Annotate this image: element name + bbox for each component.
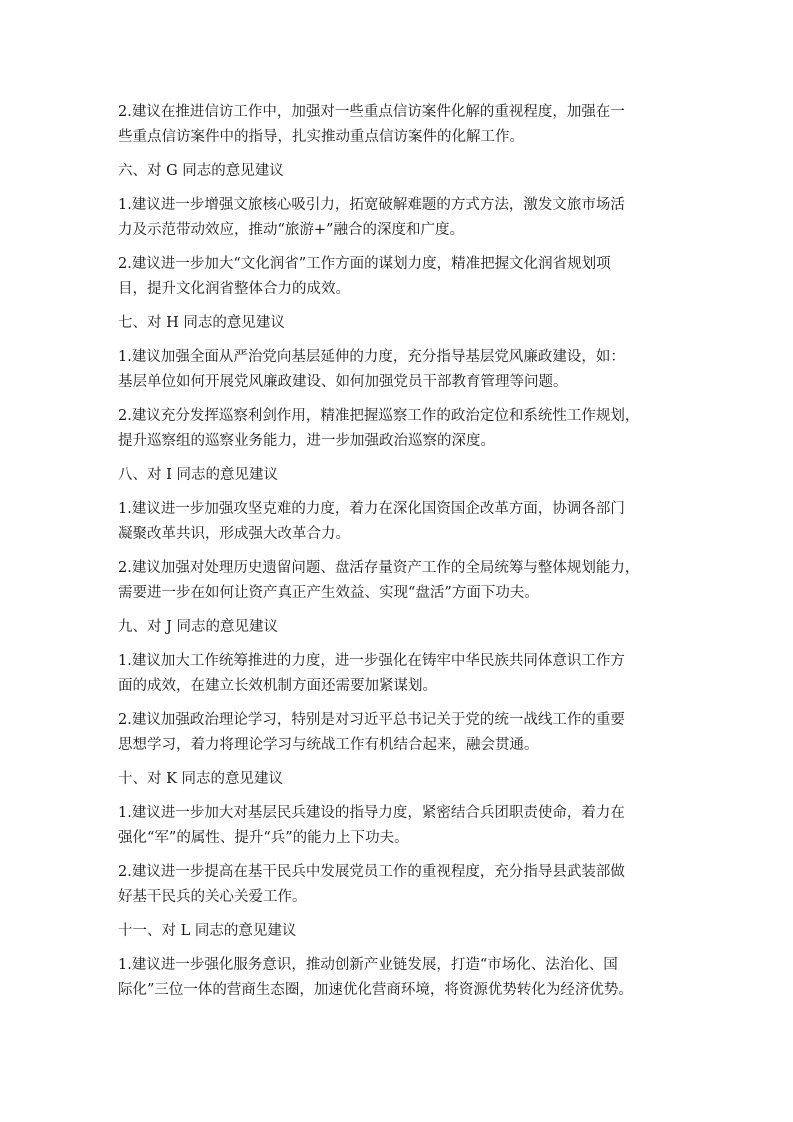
section-heading bbox=[118, 463, 678, 488]
heading-text: 八、对 I 同志的意见建议 bbox=[118, 467, 278, 483]
paragraph-line: 际化”三位一体的营商生态圈，加速优化营商环境，将资源优势转化为经济优势。 bbox=[118, 982, 633, 998]
paragraph-line: 目，提升文化润省整体合力的成效。 bbox=[118, 281, 350, 297]
paragraph-line: 2.建议充分发挥巡察利剑作用，精准把握巡察工作的政治定位和系统性工作规划， bbox=[118, 408, 640, 424]
paragraph bbox=[118, 860, 678, 910]
paragraph-line: 1.建议加强全面从严治党向基层延伸的力度，充分指导基层党风廉政建设，如： bbox=[118, 349, 625, 365]
paragraph-line: 面的成效，在建立长效机制方面还需要加紧谋划。 bbox=[118, 678, 437, 694]
section-heading bbox=[118, 919, 678, 944]
paragraph-line: 基层单位如何开展党风廉政建设、如何加强党员干部教育管理等问题。 bbox=[118, 374, 568, 390]
section-heading bbox=[118, 311, 678, 336]
document-body bbox=[118, 100, 678, 1012]
paragraph-line: 1.建议进一步增强文旅核心吸引力，拓宽破解难题的方式方法，激发文旅市场活 bbox=[118, 197, 625, 213]
paragraph-line: 2.建议进一步提高在基干民兵中发展党员工作的重视程度，充分指导县武装部做 bbox=[118, 864, 625, 880]
paragraph bbox=[118, 556, 678, 606]
paragraph bbox=[118, 801, 678, 851]
paragraph-line: 强化“军”的属性、提升“兵”的能力上下功夫。 bbox=[118, 830, 409, 846]
heading-text: 六、对 G 同志的意见建议 bbox=[118, 163, 284, 179]
paragraph bbox=[118, 345, 678, 395]
paragraph-line: 2.建议进一步加大“文化润省”工作方面的谋划力度，精准把握文化润省规划项 bbox=[118, 256, 611, 272]
heading-text: 十、对 K 同志的意见建议 bbox=[118, 771, 284, 787]
paragraph bbox=[118, 100, 678, 150]
paragraph-line: 1.建议进一步加大对基层民兵建设的指导力度，紧密结合兵团职责使命，着力在 bbox=[118, 805, 625, 821]
paragraph-line: 凝聚改革共识，形成强大改革合力。 bbox=[118, 526, 350, 542]
heading-text: 九、对 J 同志的意见建议 bbox=[118, 619, 279, 635]
paragraph bbox=[118, 497, 678, 547]
paragraph bbox=[118, 953, 678, 1003]
heading-text: 七、对 H 同志的意见建议 bbox=[118, 315, 285, 331]
paragraph bbox=[118, 649, 678, 699]
paragraph-line: 1.建议进一步加强攻坚克难的力度，着力在深化国资国企改革方面，协调各部门 bbox=[118, 501, 625, 517]
paragraph bbox=[118, 252, 678, 302]
paragraph-line: 2.建议加强对处理历史遗留问题、盘活存量资产工作的全局统筹与整体规划能力， bbox=[118, 560, 640, 576]
paragraph-line: 1.建议进一步强化服务意识，推动创新产业链发展，打造“市场化、法治化、国 bbox=[118, 957, 618, 973]
section-heading bbox=[118, 615, 678, 640]
paragraph-line: 些重点信访案件中的指导，扎实推动重点信访案件的化解工作。 bbox=[118, 129, 524, 145]
paragraph bbox=[118, 708, 678, 758]
paragraph-line: 需要进一步在如何让资产真正产生效益、实现“盘活”方面下功夫。 bbox=[118, 585, 539, 601]
paragraph-line: 2.建议在推进信访工作中，加强对一些重点信访案件化解的重视程度，加强在一 bbox=[118, 104, 625, 120]
paragraph bbox=[118, 404, 678, 454]
paragraph-line: 力及示范带动效应，推动“旅游+”融合的深度和广度。 bbox=[118, 222, 464, 238]
paragraph-line: 2.建议加强政治理论学习，特别是对习近平总书记关于党的统一战线工作的重要 bbox=[118, 712, 625, 728]
paragraph bbox=[118, 193, 678, 243]
paragraph-line: 好基干民兵的关心关爱工作。 bbox=[118, 889, 307, 905]
paragraph-line: 1.建议加大工作统筹推进的力度，进一步强化在铸牢中华民族共同体意识工作方 bbox=[118, 653, 625, 669]
section-heading bbox=[118, 159, 678, 184]
heading-text: 十一、对 L 同志的意见建议 bbox=[118, 923, 297, 939]
paragraph-line: 思想学习，着力将理论学习与统战工作有机结合起来，融会贯通。 bbox=[118, 737, 539, 753]
section-heading bbox=[118, 767, 678, 792]
paragraph-line: 提升巡察组的巡察业务能力，进一步加强政治巡察的深度。 bbox=[118, 433, 495, 449]
